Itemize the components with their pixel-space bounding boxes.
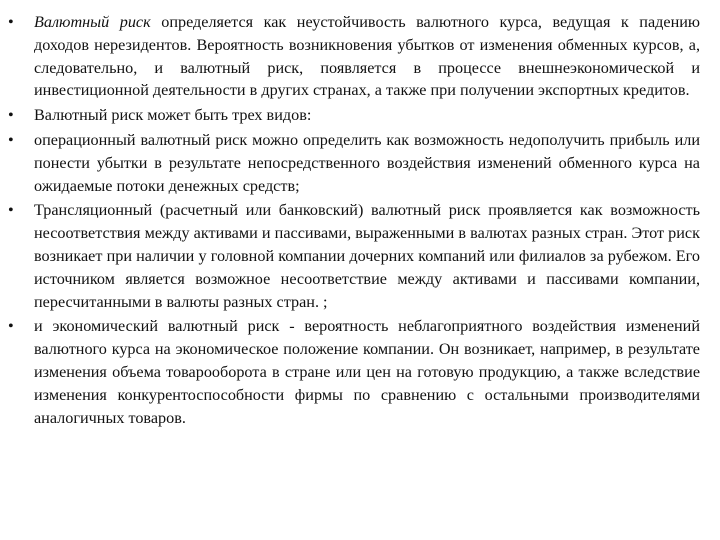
bullet-item-translation-risk bbox=[8, 199, 700, 313]
bullet-item-operational-risk bbox=[8, 129, 700, 197]
bullet-item-types-intro bbox=[8, 104, 700, 127]
term-currency-risk: Валютный риск bbox=[34, 13, 151, 31]
bullet-item-definition bbox=[8, 11, 700, 102]
bullet-text: и экономический валютный риск - вероятность неблагоприятного воздействия изменений валютного курса на экономическое положение компании. Он возникает, например, в результате изменения объема товарооборота в стране или цен на готовую продукцию, а также вследствие изменения конкурентоспособности фирмы по сравнению с остальными производителями аналогичных товаров. bbox=[34, 317, 700, 427]
bullet-dot-icon: • bbox=[8, 106, 14, 125]
bullet-dot-icon: • bbox=[8, 317, 14, 336]
bullet-dot-icon: • bbox=[8, 201, 14, 220]
bullet-dot-icon: • bbox=[8, 13, 14, 31]
bullet-text: Трансляционный (расчетный или банковский) валютный риск проявляется как возможность несоответствия между активами и пассивами, выраженными в валютах разных стран. Этот риск возникает при наличии у головной компании дочерних компаний или филиалов за рубежом. Его источником является возможное несоответствие между активами и пассивами компании, пересчитанными в валюты разных стран. ; bbox=[34, 201, 700, 311]
bullet-item-economic-risk bbox=[8, 315, 700, 429]
bullet-list bbox=[8, 11, 700, 431]
bullet-text: Валютный риск может быть трех видов: bbox=[34, 106, 312, 125]
bullet-text: операционный валютный риск можно определить как возможность недополучить прибыль или понести убытки в результате непосредственного воздействия изменений обменного курса на ожидаемые потоки денежных средств; bbox=[34, 130, 700, 195]
bullet-text: определяется как неустойчивость валютного курса, ведущая к падению доходов нерезидентов. Вероятность возникновения убытков от изменения обменных курсов, а, следовательно, и валютный риск, появляется в процессе внешнеэкономической и инвестиционной деятельности в других странах, а также при получении экспортных кредитов. bbox=[34, 13, 700, 100]
bullet-dot-icon: • bbox=[8, 130, 14, 149]
